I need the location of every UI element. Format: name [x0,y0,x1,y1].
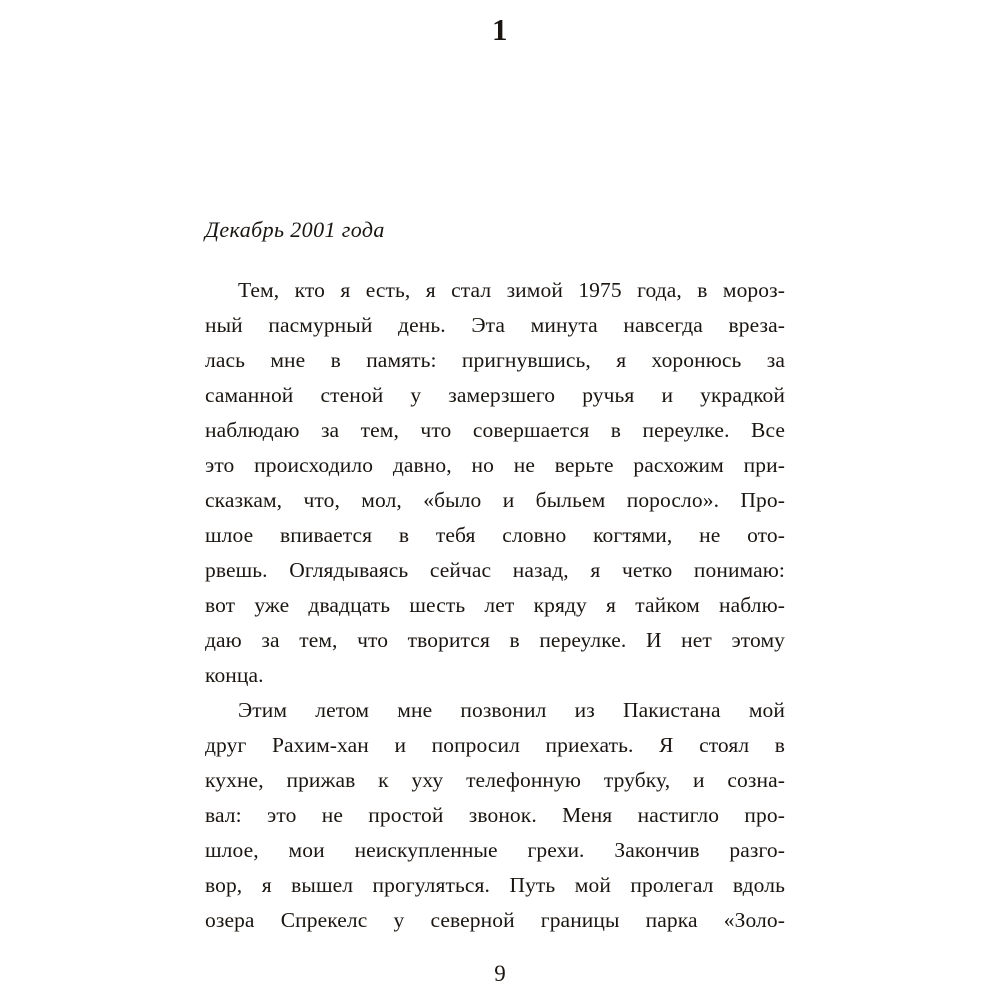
text-line: шлое впивается в тебя словно когтями, не ото- [205,523,785,547]
dateline: Декабрь 2001 года [205,217,385,242]
text-line: вот уже двадцать шесть лет кряду я тайком наблю- [205,593,785,617]
text-line: озера Спрекелс у северной границы парка «Золо- [205,908,785,932]
paragraph-2 [205,693,785,938]
text-line: кухне, прижав к уху телефонную трубку, и созна- [205,768,785,792]
text-line: саманной стеной у замерзшего ручья и украдкой [205,383,785,407]
text-line: вал: это не простой звонок. Меня настигло про- [205,803,785,827]
text-line: друг Рахим-хан и попросил приехать. Я стоял в [205,733,785,757]
text-line: вор, я вышел прогуляться. Путь мой пролегал вдоль [205,873,785,897]
text-line: Этим летом мне позвонил из Пакистана мой [238,698,785,722]
text-line: даю за тем, что творится в переулке. И нет этому [205,628,785,652]
body-text [205,273,785,938]
paragraph-1 [205,273,785,693]
text-line: конца. [205,663,264,687]
text-line: ный пасмурный день. Эта минута навсегда вреза- [205,313,785,337]
text-line: Тем, кто я есть, я стал зимой 1975 года, в мороз- [238,278,785,302]
chapter-number: 1 [492,12,508,47]
text-line: сказкам, что, мол, «было и быльем поросло». Про- [205,488,785,512]
text-line: наблюдаю за тем, что совершается в переулке. Все [205,418,785,442]
text-line: рвешь. Оглядываясь сейчас назад, я четко понимаю: [205,558,785,582]
text-line: шлое, мои неискупленные грехи. Закончив разго- [205,838,785,862]
text-column [205,212,785,938]
page-number: 9 [494,961,506,986]
text-line: это происходило давно, но не верьте расхожим при- [205,453,785,477]
text-line: лась мне в память: пригнувшись, я хоронюсь за [205,348,785,372]
